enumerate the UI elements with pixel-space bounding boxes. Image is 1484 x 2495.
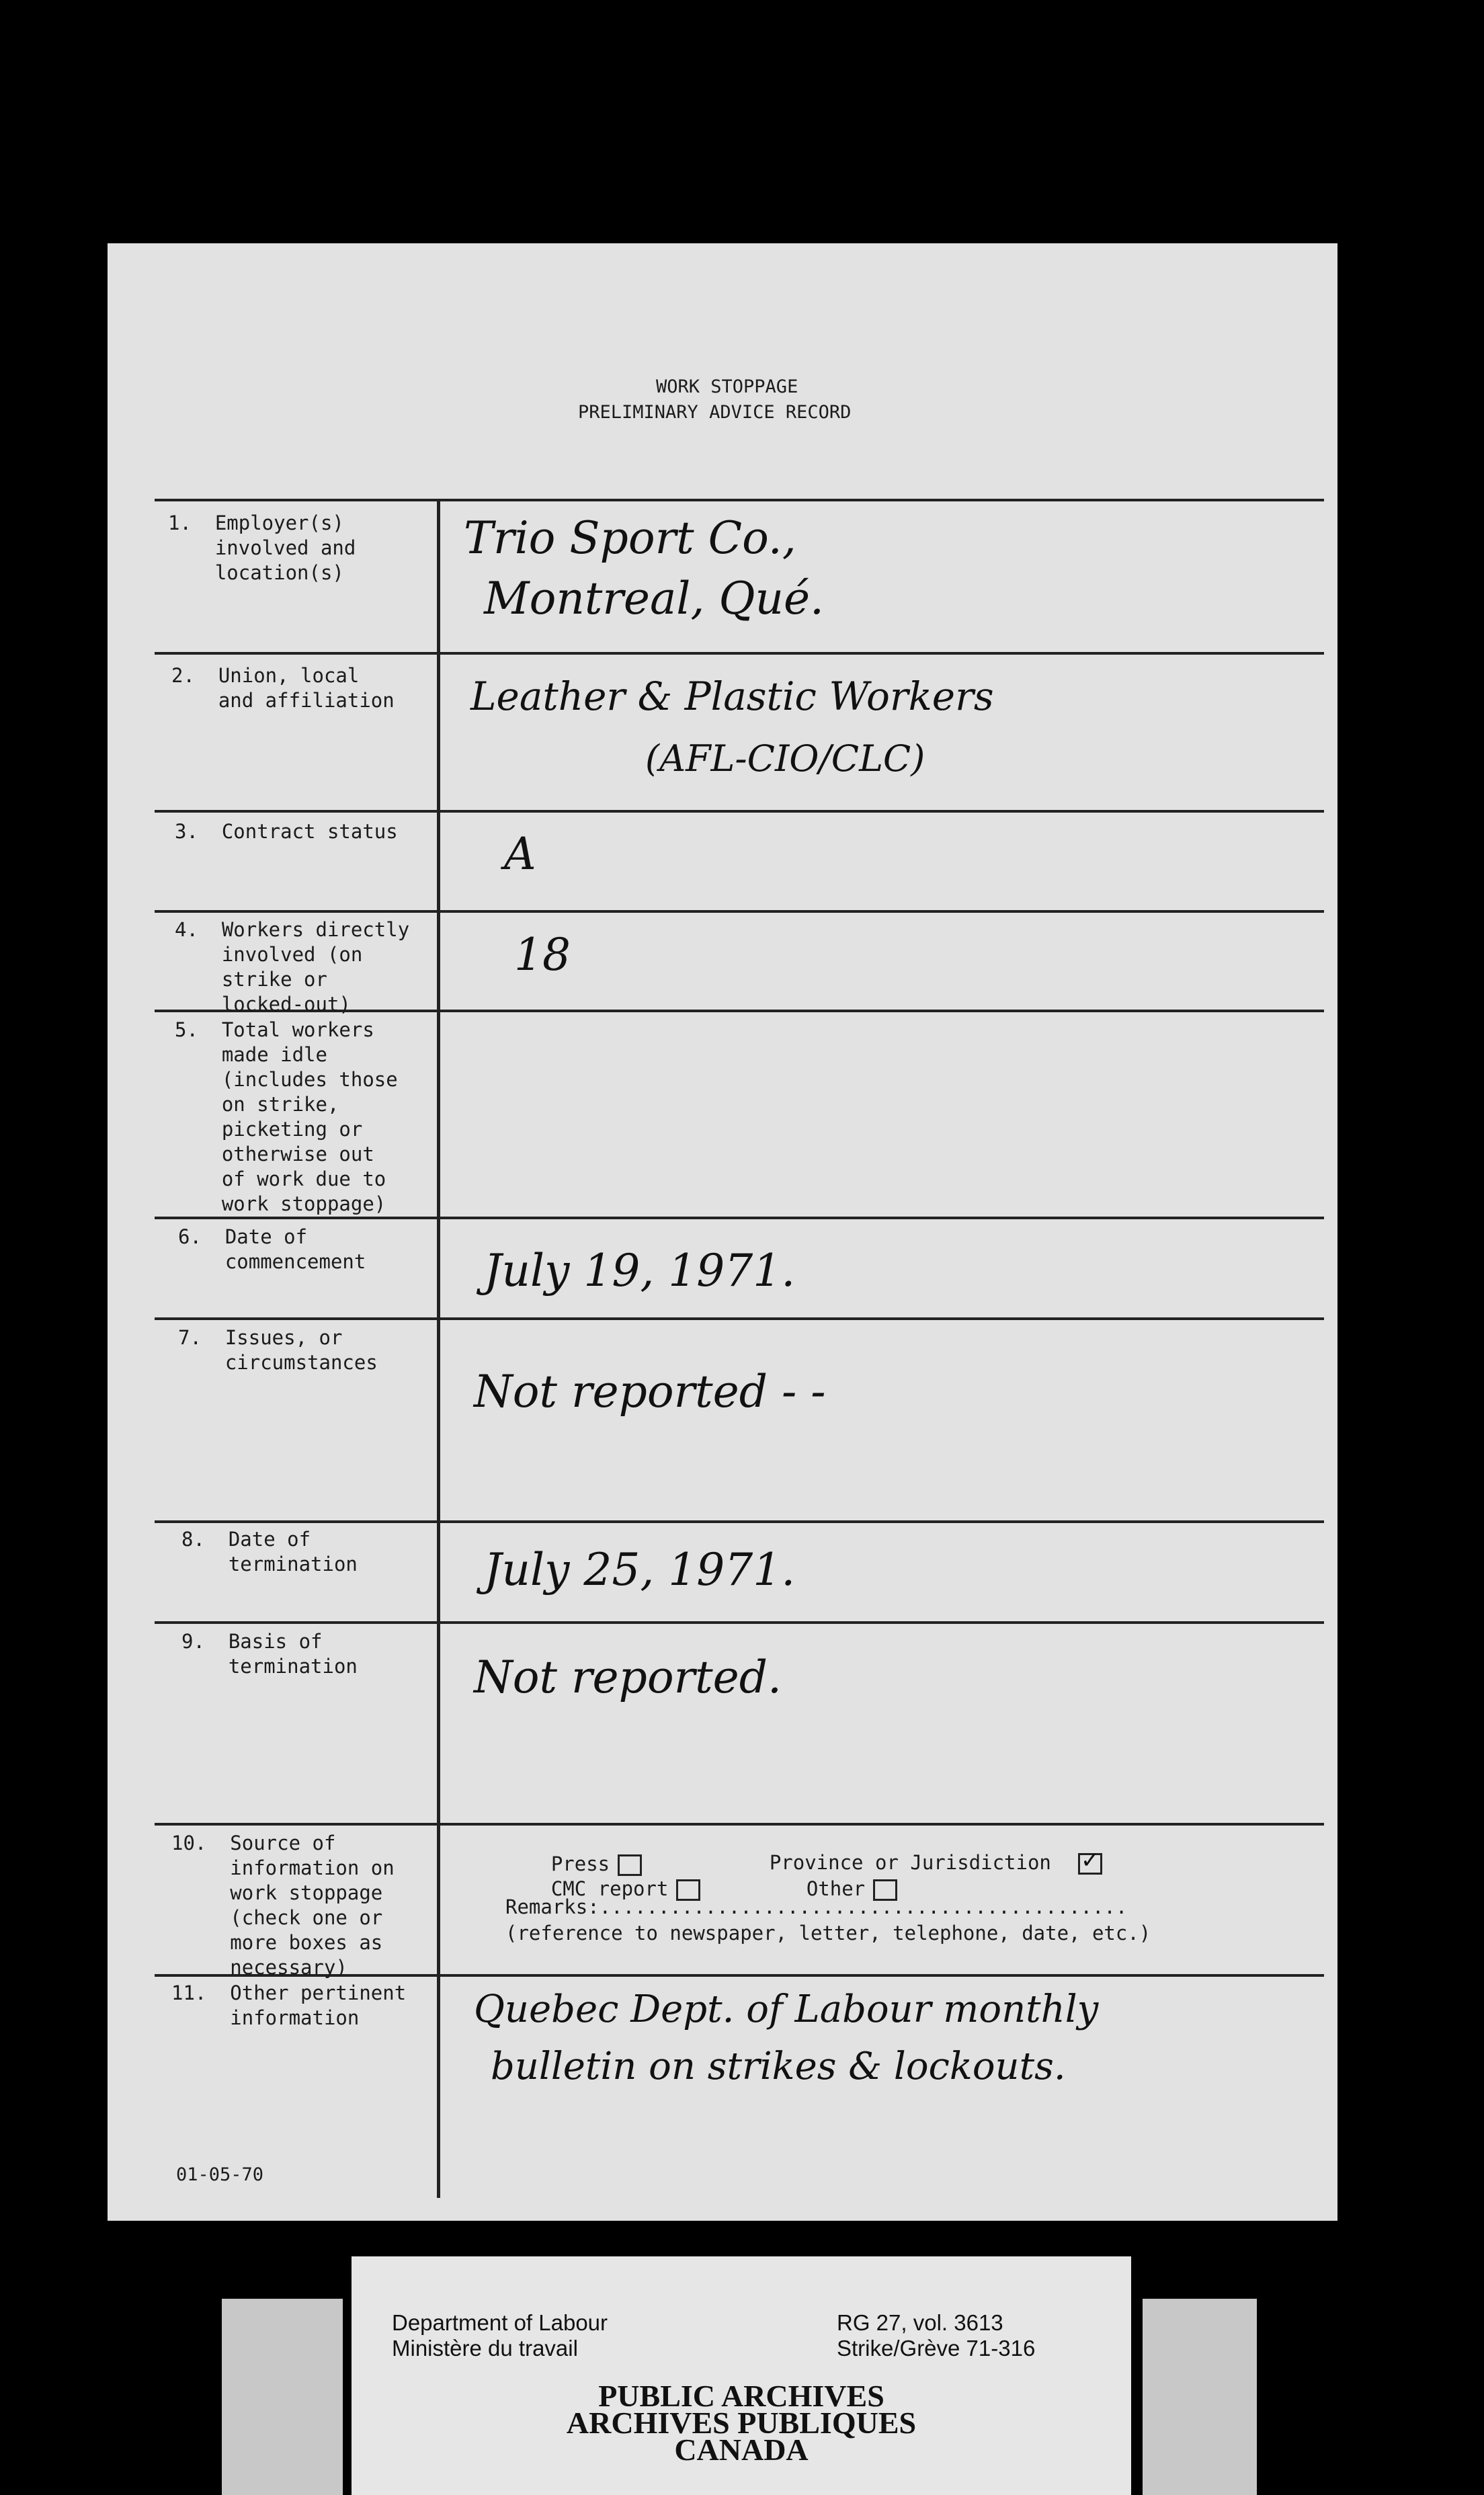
row-divider (155, 1317, 1324, 1320)
archives-fr: ARCHIVES PUBLIQUES (566, 2406, 917, 2440)
answer-union-line2: (AFL-CIO/CLC) (645, 737, 925, 780)
archives-country: CANADA (674, 2432, 809, 2467)
department-en: Department of Labour (392, 2310, 608, 2335)
form-subtitle: PRELIMINARY ADVICE RECORD (578, 402, 852, 423)
answer-commencement: July 19, 1971. (484, 1245, 796, 1297)
answer-workers-involved: 18 (514, 929, 571, 981)
answer-contract-status: A (504, 828, 536, 880)
answer-issues: Not reported - - (474, 1366, 826, 1418)
province-checkbox[interactable] (1078, 1853, 1102, 1875)
card-tab-left (222, 2299, 343, 2495)
field-label-source: 10. Source of information on work stoppage (check one or more boxes as necessary) (171, 1832, 395, 1979)
reference-note: (reference to newspaper, letter, telephone, date, etc.) (505, 1922, 1151, 1945)
other-label: Other (806, 1877, 866, 1900)
field-label-employer: 1. Employer(s) involved and location(s) (168, 512, 356, 584)
answer-termination-basis: Not reported. (474, 1651, 782, 1703)
row-divider (155, 1520, 1324, 1523)
answer-employer-line2: Montreal, Qué. (484, 573, 825, 624)
form-title: WORK STOPPAGE (656, 376, 798, 397)
answer-other-info-line2: bulletin on strikes & lockouts. (491, 2045, 1066, 2088)
press-label: Press (550, 1852, 610, 1875)
row-divider (155, 910, 1324, 913)
department-fr: Ministère du travail (392, 2336, 578, 2361)
field-label-termination-date: 8. Date of termination (181, 1528, 358, 1576)
answer-union-line1: Leather & Plastic Workers (470, 673, 994, 719)
card-tab-right (1143, 2299, 1257, 2495)
field-label-other-info: 11. Other pertinent information (171, 1981, 407, 2029)
record-group-reference: RG 27, vol. 3613 (837, 2310, 1003, 2335)
cmc-label: CMC report (550, 1877, 669, 1900)
answer-employer-line1: Trio Sport Co., (464, 512, 796, 564)
row-divider (155, 652, 1324, 655)
field-label-commencement: 6. Date of commencement (178, 1225, 366, 1273)
strike-reference: Strike/Grève 71-316 (837, 2336, 1036, 2361)
row-divider (155, 1621, 1324, 1624)
remarks-line: Remarks:............................................. (505, 1895, 1128, 1918)
row-divider (155, 499, 1324, 501)
field-label-workers-involved: 4. Workers directly involved (on strike or locked-out) (175, 918, 410, 1016)
answer-termination-date: July 25, 1971. (484, 1544, 796, 1596)
form-code: 01-05-70 (176, 2164, 264, 2185)
archives-en: PUBLIC ARCHIVES (598, 2379, 884, 2413)
archive-reference-card (352, 2256, 1131, 2495)
row-divider (155, 1217, 1324, 1219)
field-label-union: 2. Union, local and affiliation (171, 664, 395, 712)
column-divider (437, 499, 440, 2198)
field-label-contract-status: 3. Contract status (175, 820, 398, 843)
row-divider (155, 810, 1324, 813)
field-label-workers-idle: 5. Total workers made idle (includes those on strike, picketing or otherwise out of work due to work stoppage) (175, 1018, 398, 1215)
field-label-issues: 7. Issues, or circumstances (178, 1326, 378, 1374)
answer-other-info-line1: Quebec Dept. of Labour monthly (474, 1988, 1099, 2031)
province-label: Province or Jurisdiction (769, 1851, 1051, 1874)
row-divider (155, 1823, 1324, 1826)
field-label-termination-basis: 9. Basis of termination (181, 1630, 358, 1678)
form-sheet (108, 243, 1337, 2221)
